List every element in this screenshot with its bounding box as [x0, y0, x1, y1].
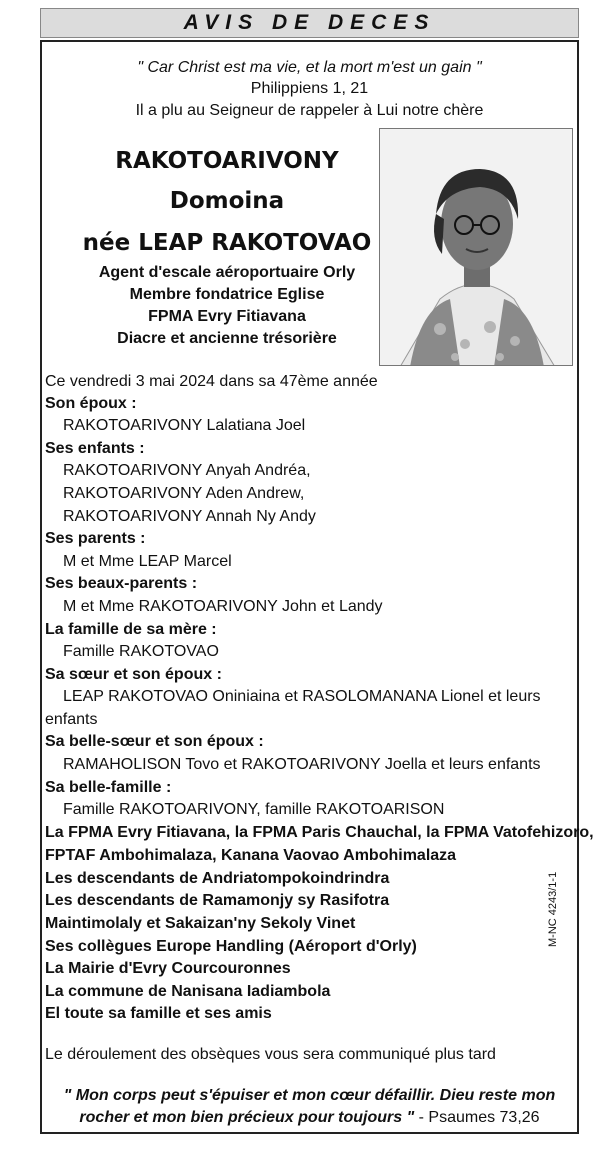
intro-text: Il a plu au Seigneur de rappeler à Lui notre chère: [135, 102, 484, 119]
mourner-line: Maintimolaly et Sakaizan'ny Sekoly Vinet: [45, 915, 356, 932]
deceased-surname: RAKOTOARIVONY: [115, 148, 339, 174]
family-member: Famille RAKOTOARIVONY, famille RAKOTOARISON: [63, 801, 445, 818]
family-member: LEAP RAKOTOVAO Oniniaina et RASOLOMANANA Lionel et leurs: [63, 688, 541, 705]
role-line: Diacre et ancienne trésorière: [117, 330, 337, 347]
publication-reference: M-NC 4243/1-1: [547, 871, 559, 947]
deceased-firstname: Domoina: [169, 188, 285, 214]
family-member: enfants: [45, 711, 98, 728]
family-heading: Son époux :: [45, 395, 137, 412]
family-member: RAKOTOARIVONY Aden Andrew,: [63, 485, 305, 502]
family-member: M et Mme LEAP Marcel: [63, 553, 232, 570]
family-heading: La famille de sa mère :: [45, 621, 217, 638]
role-line: Membre fondatrice Eglise: [129, 286, 325, 303]
family-heading: Sa sœur et son époux :: [45, 666, 222, 683]
family-heading: Ses beaux-parents :: [45, 575, 198, 592]
notice-header: [40, 8, 579, 38]
role-line: Agent d'escale aéroportuaire Orly: [98, 264, 356, 281]
mourner-line: Ses collègues Europe Handling (Aéroport d'Orly): [45, 938, 417, 955]
funeral-note: Le déroulement des obsèques vous sera communiqué plus tard: [45, 1046, 496, 1063]
date-line: Ce vendredi 3 mai 2024 dans sa 47ème année: [45, 373, 378, 390]
mourner-line: La commune de Nanisana Iadiambola: [45, 983, 331, 1000]
notice-title: AVIS DE DECES: [183, 11, 436, 34]
mourner-line: La FPMA Evry Fitiavana, la FPMA Paris Chauchal, la FPMA Vatofehizoro,: [45, 824, 594, 841]
role-line: FPMA Evry Fitiavana: [148, 308, 306, 325]
portrait-illustration: [380, 129, 573, 366]
mourner-line: La Mairie d'Evry Courcouronnes: [45, 960, 291, 977]
deceased-maiden-name: née LEAP RAKOTOVAO: [82, 230, 372, 256]
family-heading: Sa belle-famille :: [45, 779, 172, 796]
closing-quote-ref: - Psaumes 73,26: [414, 1109, 540, 1126]
mourner-line: Les descendants de Ramamonjy sy Rasifotra: [45, 892, 390, 909]
mourner-line: FPTAF Ambohimalaza, Kanana Vaovao Ambohimalaza: [45, 847, 457, 864]
opening-quote: " Car Christ est ma vie, et la mort m'est un gain ": [137, 59, 482, 76]
closing-quote-line1: " Mon corps peut s'épuiser et mon cœur défaillir. Dieu reste mon: [63, 1087, 556, 1104]
portrait-photo: [379, 128, 573, 366]
mourner-line: El toute sa famille et ses amis: [45, 1005, 272, 1022]
family-heading: Ses parents :: [45, 530, 146, 547]
family-member: RAKOTOARIVONY Anyah Andréa,: [63, 462, 311, 479]
notice-frame: [40, 40, 594, 1134]
closing-quote-line2: [42, 1108, 577, 1128]
opening-quote-ref: Philippiens 1, 21: [250, 80, 369, 97]
family-member: Famille RAKOTOVAO: [63, 643, 219, 660]
family-member: RAMAHOLISON Tovo et RAKOTOARIVONY Joella et leurs enfants: [63, 756, 541, 773]
family-member: M et Mme RAKOTOARIVONY John et Landy: [63, 598, 383, 615]
closing-quote-text: rocher et mon bien précieux pour toujours ": [79, 1109, 415, 1126]
mourner-line: Les descendants de Andriatompokoindrindra: [45, 870, 390, 887]
family-heading: Ses enfants :: [45, 440, 145, 457]
family-member: RAKOTOARIVONY Lalatiana Joel: [63, 417, 306, 434]
family-heading: Sa belle-sœur et son époux :: [45, 733, 264, 750]
family-member: RAKOTOARIVONY Annah Ny Andy: [63, 508, 316, 525]
